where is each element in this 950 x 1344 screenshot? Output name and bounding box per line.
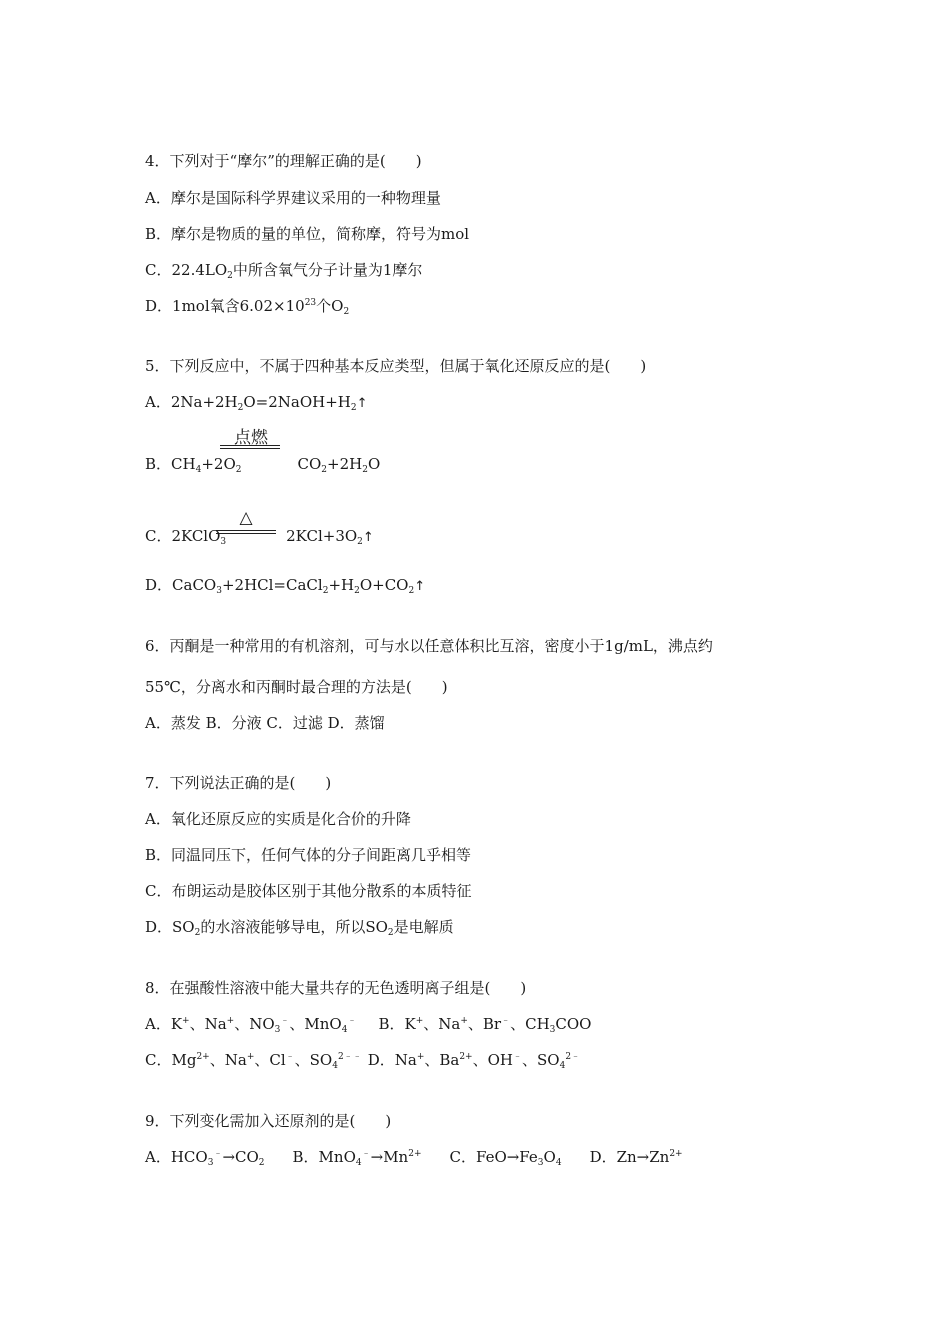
q5-b-equals-bar — [220, 445, 280, 449]
q5-option-d: D．$CaCO_3+2HCl=CaCl_2+H_2O+CO_2↑$ — [145, 576, 426, 596]
q4-option-a: A．摩尔是国际科学界建议采用的一种物理量 — [145, 189, 441, 207]
q9-stem: 9．下列变化需加入还原剂的是( ) — [145, 1112, 392, 1130]
q5-c-condition-heat-icon: △ — [239, 508, 253, 528]
q5-b-condition: 点燃 — [234, 428, 268, 448]
q4-option-c: C．$22.4LO_2$中所含氧气分子计量为1摩尔 — [145, 261, 423, 281]
q5-stem: 5．下列反应中，不属于四种基本反应类型，但属于氧化还原反应的是( ) — [145, 357, 647, 375]
gas-arrow-icon: ↑ — [414, 579, 426, 594]
q4-stem: 4．下列对于“摩尔”的理解正确的是( ) — [145, 152, 422, 170]
q8-options-cd: C．$Mg^{2+}$、Na+、Cl﹣、$SO_4^{2﹣﹣}$ D．Na+、$Ba^{2+}$、OH﹣、$SO_4^{2﹣}$ — [145, 1051, 581, 1071]
q5-option-c: C．2KClO$_3$ $2KCl+3O_2↑$ — [145, 527, 374, 547]
gas-arrow-icon: ↑ — [362, 530, 374, 545]
q7-option-c: C．布朗运动是胶体区别于其他分散系的本质特征 — [145, 882, 472, 900]
q7-option-a: A．氧化还原反应的实质是化合价的升降 — [145, 810, 411, 828]
q6-options: A．蒸发 B．分液 C．过滤 D．蒸馏 — [145, 714, 385, 732]
q7-option-d: D．$SO_2$的水溶液能够导电，所以$SO_2$是电解质 — [145, 918, 454, 938]
q4-option-d: D．1mol氧含$6.02\times 10^{23}$个$O_2$ — [145, 297, 350, 317]
q4-option-b: B．摩尔是物质的量的单位，简称摩，符号为mol — [145, 225, 470, 243]
q8-options-ab: A．K+、Na+、$NO_3^﹣$、MnO$_4$﹣ B．K+、Na+、Br﹣、$CH_3COO$ — [145, 1015, 592, 1035]
q6-stem-line1: 6．丙酮是一种常用的有机溶剂，可与水以任意体积比互溶，密度小于1g/mL，沸点约 — [145, 637, 713, 655]
q9-options: A．$HCO_3^﹣\to CO_2$ B．$MnO_4^﹣\to Mn^{2+}$ C．$FeO\to Fe_3O_4$ D．$Zn\to Zn^{2+}$ — [145, 1148, 683, 1168]
q7-option-b: B．同温同压下，任何气体的分子间距离几乎相等 — [145, 846, 472, 864]
q7-stem: 7．下列说法正确的是( ) — [145, 774, 332, 792]
q5-option-b: B．$CH_4+2O_2$ $CO_2+2H_2O$ — [145, 455, 381, 475]
q8-stem: 8．在强酸性溶液中能大量共存的无色透明离子组是( ) — [145, 979, 527, 997]
q5-option-a: A．$2Na+2H_2O=2NaOH+H_2↑$ — [145, 393, 368, 413]
gas-arrow-icon: ↑ — [356, 396, 368, 411]
q6-stem-line2: 55℃，分离水和丙酮时最合理的方法是( ) — [145, 678, 448, 696]
